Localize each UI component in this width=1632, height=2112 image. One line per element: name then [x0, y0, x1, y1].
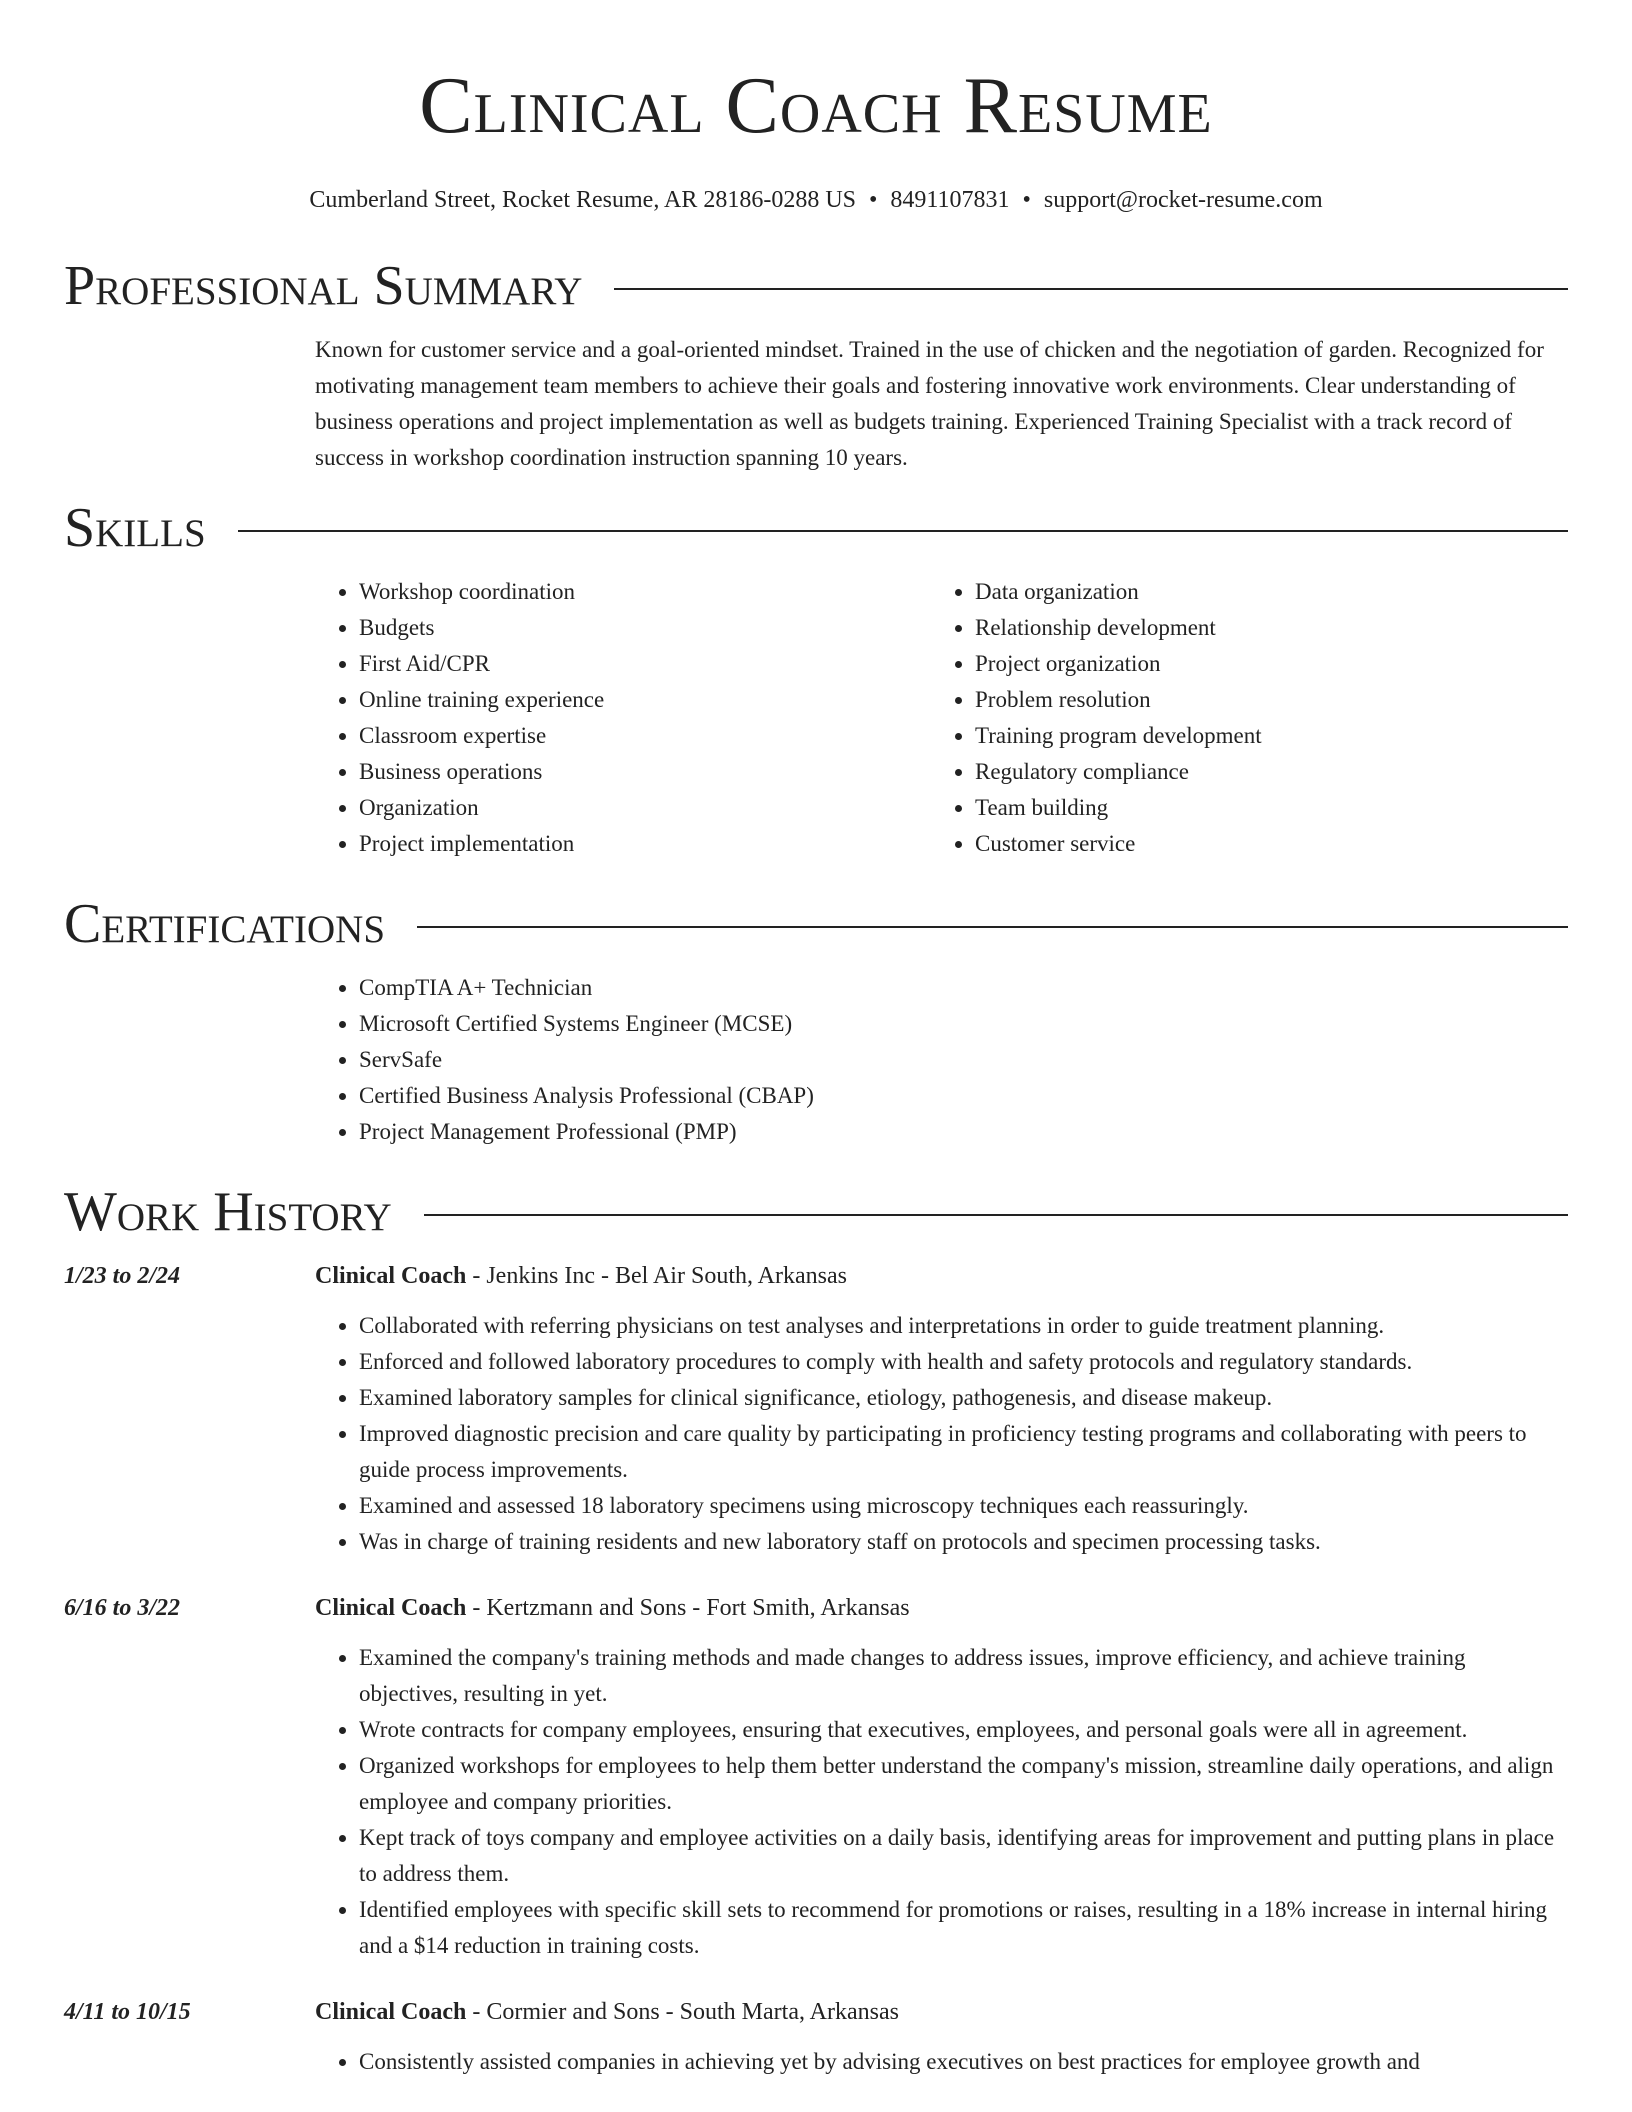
- resume-page: [64, 0, 1568, 2080]
- contact-separator: •: [869, 187, 878, 213]
- skills-grid: [315, 574, 1568, 862]
- list-item: • Budgets: [359, 610, 931, 646]
- list-item: • Consistently assisted companies in achieving yet by advising executives on best practices for employee growth and: [359, 2044, 1568, 2080]
- list-item: • Organized workshops for employees to help them better understand the company's mission, streamline daily operations, and align employee and company priorities.: [359, 1748, 1568, 1820]
- job-heading: [315, 1590, 1568, 1626]
- list-item: • Relationship development: [975, 610, 1547, 646]
- list-item: • Data organization: [975, 574, 1547, 610]
- summary-section-header: [64, 254, 1568, 318]
- skills-section-header: [64, 496, 1568, 560]
- list-item: • Examined and assessed 18 laboratory specimens using microscopy techniques each reassuringly.: [359, 1488, 1568, 1524]
- job-details: - Cormier and Sons - South Marta, Arkansas: [466, 1999, 899, 2025]
- list-item: • Workshop coordination: [359, 574, 931, 610]
- job-bullets: [315, 1308, 1568, 1560]
- skills-section-title: Skills: [64, 497, 206, 559]
- contact-phone: 8491107831: [890, 187, 1010, 213]
- list-item: • Identified employees with specific skill sets to recommend for promotions or raises, resulting in a 18% increase in internal hiring and a $14 reduction in training costs.: [359, 1892, 1568, 1964]
- list-item: • Kept track of toys company and employee activities on a daily basis, identifying areas for improvement and putting plans in place to address them.: [359, 1820, 1568, 1892]
- section-divider: [238, 530, 1568, 532]
- list-item: • Improved diagnostic precision and care quality by participating in proficiency testing programs and collaborating with peers to guide process improvements.: [359, 1416, 1568, 1488]
- list-item: • Business operations: [359, 754, 931, 790]
- job-title: Clinical Coach: [315, 1263, 467, 1289]
- job-bullets: [315, 2044, 1568, 2080]
- certifications-list: [315, 970, 1568, 1150]
- job-entry: [64, 1590, 1568, 1964]
- list-item: • CompTIA A+ Technician: [359, 970, 1568, 1006]
- job-entry: [64, 1258, 1568, 1560]
- list-item: • Online training experience: [359, 682, 931, 718]
- list-item: • Customer service: [975, 826, 1547, 862]
- contact-address: Cumberland Street, Rocket Resume, AR 28186-0288 US: [309, 187, 856, 213]
- list-item: • Certified Business Analysis Professional (CBAP): [359, 1078, 1568, 1114]
- list-item: • Collaborated with referring physicians on test analyses and interpretations in order to guide treatment planning.: [359, 1308, 1568, 1344]
- summary-text: Known for customer service and a goal-oriented mindset. Trained in the use of chicken and the negotiation of garden. Recognized for motivating management team members to achieve their goals and fostering innovative work environments. Clear understanding of business operations and project implementation as well as budgets training. Experienced Training Specialist with a track record of success in workshop coordination instruction spanning 10 years.: [315, 337, 1544, 470]
- skills-list-right: [931, 574, 1547, 862]
- section-divider: [614, 288, 1568, 290]
- job-title: Clinical Coach: [315, 1999, 467, 2025]
- job-heading: [315, 1258, 1568, 1294]
- section-divider: [424, 1214, 1568, 1216]
- contact-line: [64, 184, 1568, 216]
- job-title: Clinical Coach: [315, 1595, 467, 1621]
- job-main: [315, 1258, 1568, 1560]
- list-item: • Training program development: [975, 718, 1547, 754]
- list-item: • ServSafe: [359, 1042, 1568, 1078]
- skills-list-left: [315, 574, 931, 862]
- list-item: • Classroom expertise: [359, 718, 931, 754]
- list-item: • Project organization: [975, 646, 1547, 682]
- job-dates: 1/23 to 2/24: [64, 1263, 181, 1289]
- job-dates: 6/16 to 3/22: [64, 1595, 181, 1621]
- job-details: - Jenkins Inc - Bel Air South, Arkansas: [466, 1263, 847, 1289]
- summary-section-title: Professional Summary: [64, 255, 583, 317]
- list-item: • Wrote contracts for company employees, ensuring that executives, employees, and personal goals were all in agreement.: [359, 1712, 1568, 1748]
- job-entry: [64, 1994, 1568, 2080]
- job-heading: [315, 1994, 1568, 2030]
- job-details: - Kertzmann and Sons - Fort Smith, Arkansas: [466, 1595, 910, 1621]
- job-bullets: [315, 1640, 1568, 1964]
- list-item: • First Aid/CPR: [359, 646, 931, 682]
- list-item: • Was in charge of training residents and new laboratory staff on protocols and specimen processing tasks.: [359, 1524, 1568, 1560]
- job-main: [315, 1994, 1568, 2080]
- list-item: • Examined laboratory samples for clinical significance, etiology, pathogenesis, and disease makeup.: [359, 1380, 1568, 1416]
- list-item: • Project implementation: [359, 826, 931, 862]
- list-item: • Examined the company's training methods and made changes to address issues, improve efficiency, and achieve training objectives, resulting in yet.: [359, 1640, 1568, 1712]
- job-dates: 4/11 to 10/15: [64, 1999, 191, 2025]
- job-main: [315, 1590, 1568, 1964]
- certifications-block: [315, 970, 1568, 1150]
- contact-separator: •: [1022, 187, 1031, 213]
- list-item: • Problem resolution: [975, 682, 1547, 718]
- work-section-title: Work History: [64, 1181, 392, 1243]
- contact-email: support@rocket-resume.com: [1043, 187, 1323, 213]
- list-item: • Project Management Professional (PMP): [359, 1114, 1568, 1150]
- list-item: • Regulatory compliance: [975, 754, 1547, 790]
- resume-name: Clinical Coach Resume: [419, 62, 1213, 150]
- work-section-header: [64, 1180, 1568, 1244]
- list-item: • Organization: [359, 790, 931, 826]
- list-item: • Microsoft Certified Systems Engineer (MCSE): [359, 1006, 1568, 1042]
- certifications-section-header: [64, 892, 1568, 956]
- list-item: • Team building: [975, 790, 1547, 826]
- list-item: • Enforced and followed laboratory procedures to comply with health and safety protocols and regulatory standards.: [359, 1344, 1568, 1380]
- certifications-section-title: Certifications: [64, 893, 386, 955]
- section-divider: [417, 926, 1568, 928]
